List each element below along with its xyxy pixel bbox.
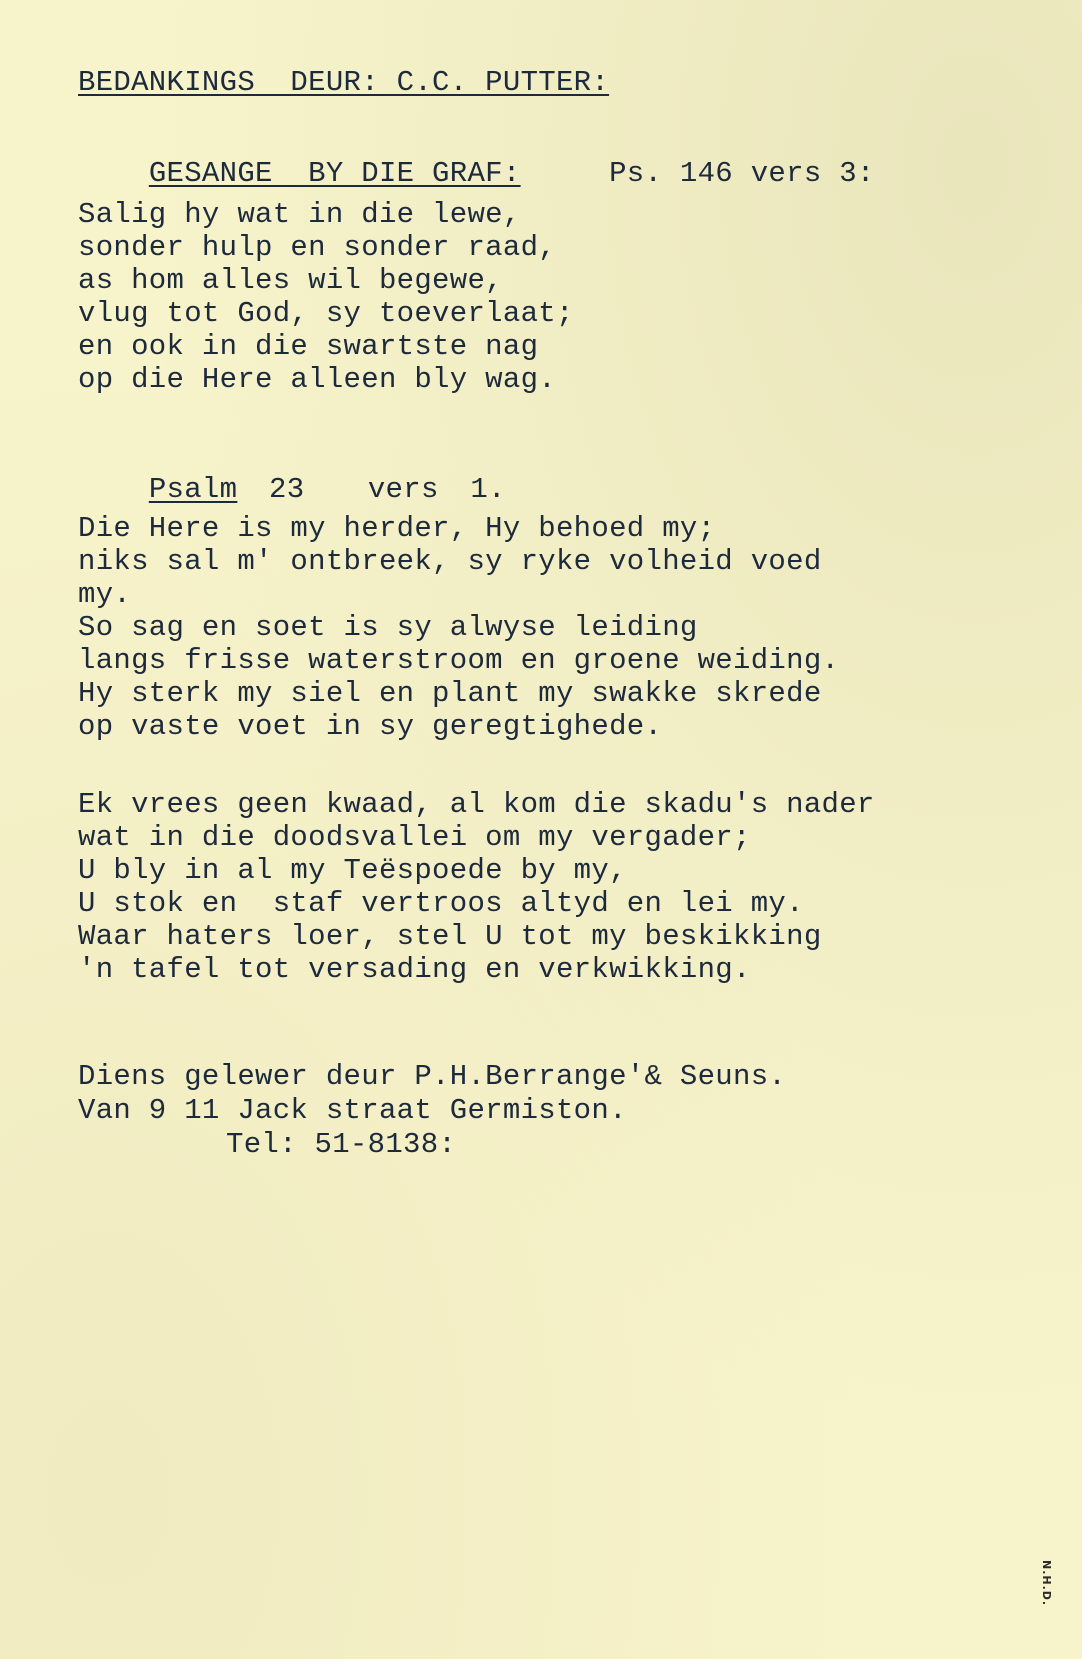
- undertaker-line: Diens gelewer deur P.H.Berrange'& Seuns.: [78, 1060, 787, 1093]
- printer-mark: N.H.D.: [1040, 1560, 1053, 1607]
- psalm-reference: 23 vers 1.: [237, 473, 506, 506]
- verse-line: Hy sterk my siel en plant my swakke skrede: [78, 677, 822, 710]
- verse-line: Salig hy wat in die lewe,: [78, 198, 521, 231]
- verse-line: as hom alles wil begewe,: [78, 264, 503, 297]
- songs-heading: GESANGE BY DIE GRAF:: [148, 157, 521, 190]
- verse-line: my.: [78, 578, 132, 611]
- verse-line: niks sal m' ontbreek, sy ryke volheid voed: [78, 545, 822, 578]
- verse-line: Die Here is my herder, Hy behoed my;: [78, 512, 716, 545]
- verse-line: 'n tafel tot versading en verkwikking.: [78, 953, 751, 986]
- verse-line: So sag en soet is sy alwyse leiding: [78, 611, 698, 644]
- verse-line: Waar haters loer, stel U tot my beskikking: [78, 920, 822, 953]
- verse-line: op die Here alleen bly wag.: [78, 363, 556, 396]
- address-line: Van 9 11 Jack straat Germiston.: [78, 1094, 627, 1127]
- verse-line: Ek vrees geen kwaad, al kom die skadu's nader: [78, 788, 875, 821]
- thanks-heading: BEDANKINGS DEUR: C.C. PUTTER:: [78, 66, 610, 99]
- verse-line: en ook in die swartste nag: [78, 330, 539, 363]
- psalm-title: Psalm: [148, 473, 238, 506]
- verse-line: U stok en staf vertroos altyd en lei my.: [78, 887, 804, 920]
- verse-line: langs frisse waterstroom en groene weiding.: [78, 644, 840, 677]
- verse-line: wat in die doodsvallei om my vergader;: [78, 821, 751, 854]
- telephone-line: Tel: 51-8138:: [226, 1128, 457, 1161]
- songs-reference: Ps. 146 vers 3:: [609, 157, 875, 190]
- verse-line: op vaste voet in sy geregtighede.: [78, 710, 663, 743]
- verse-line: U bly in al my Teëspoede by my,: [78, 854, 627, 887]
- verse-line: vlug tot God, sy toeverlaat;: [78, 297, 574, 330]
- verse-line: sonder hulp en sonder raad,: [78, 231, 556, 264]
